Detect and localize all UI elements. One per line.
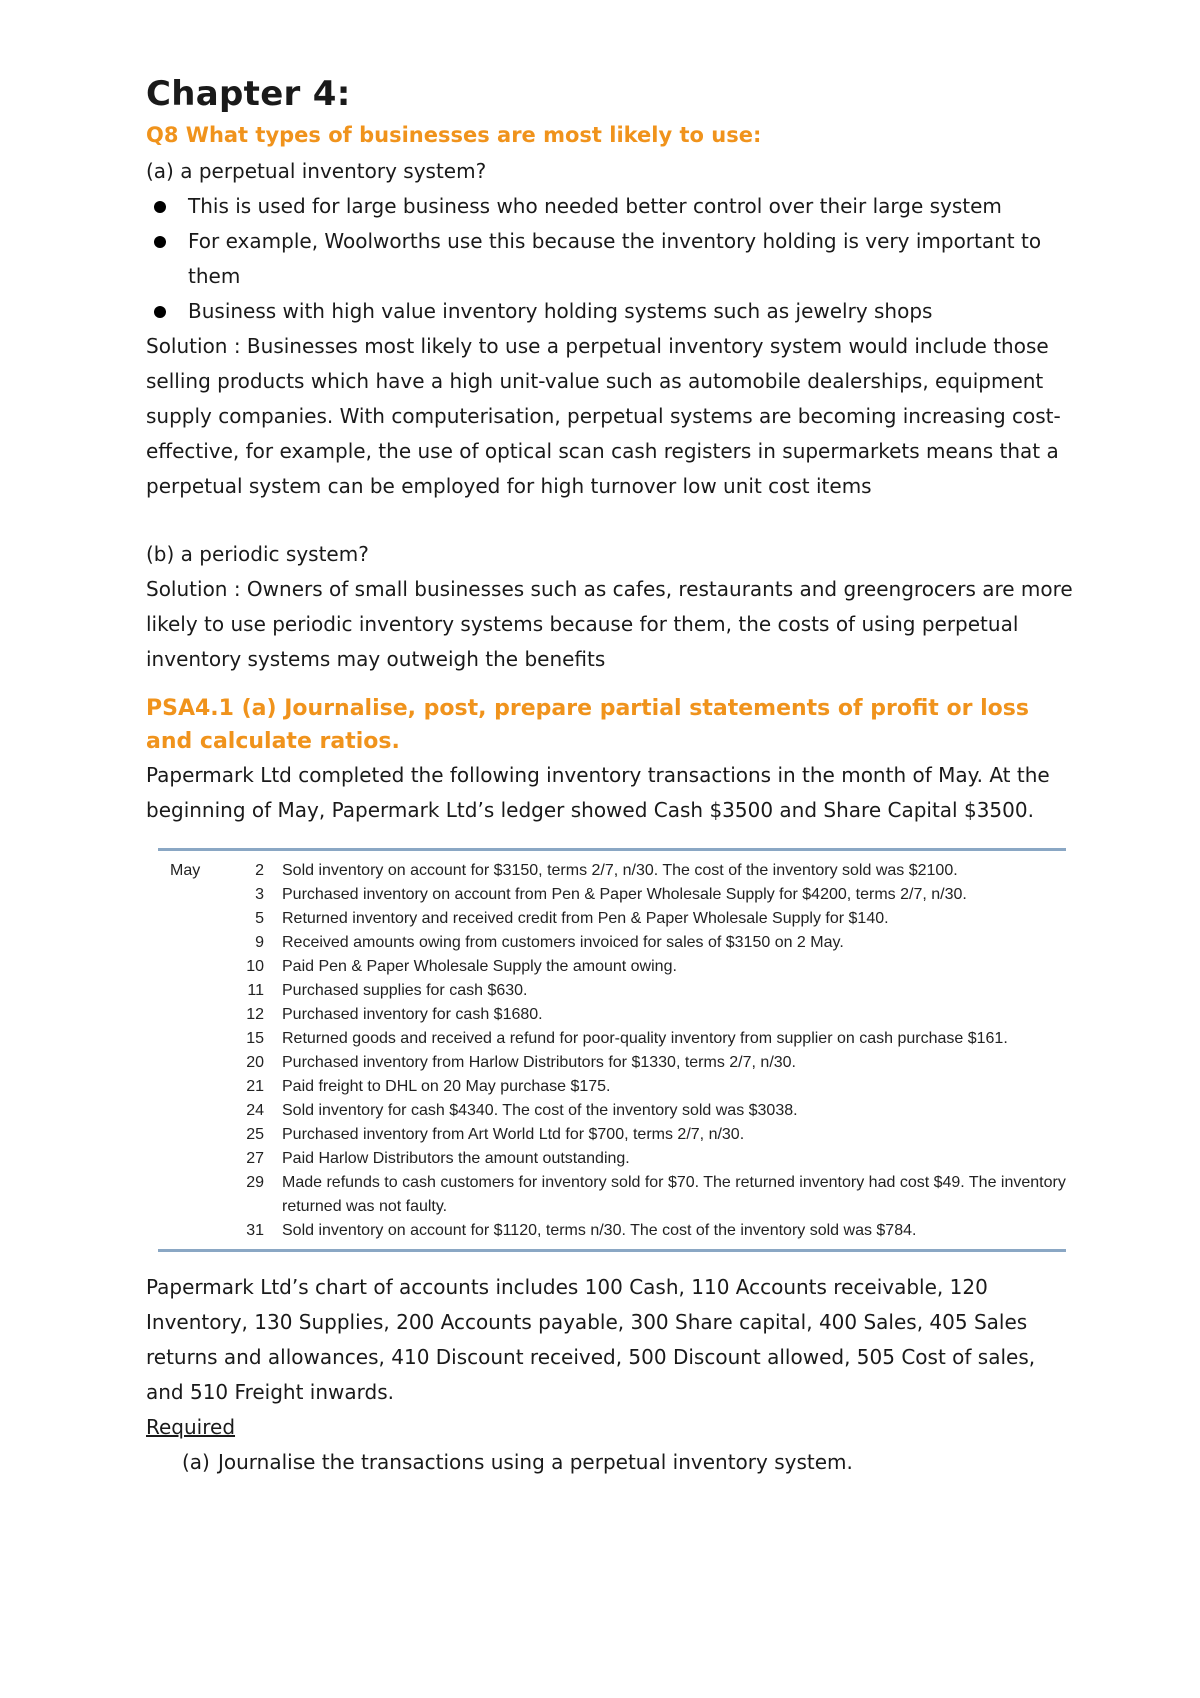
transaction-row bbox=[158, 1003, 1066, 1027]
transaction-month bbox=[158, 1171, 228, 1219]
transaction-month bbox=[158, 1123, 228, 1147]
transaction-text: Purchased inventory on account from Pen & Paper Wholesale Supply for $4200, terms 2/7, n/30. bbox=[282, 886, 967, 903]
transaction-month bbox=[158, 1099, 228, 1123]
psa-intro: Papermark Ltd completed the following inventory transactions in the month of May. At the beginning of May, Papermark Ltd’s ledger showed Cash $3500 and Share Capital $3500. bbox=[146, 763, 1050, 822]
transaction-row bbox=[158, 1027, 1066, 1051]
transaction-month bbox=[158, 955, 228, 979]
transaction-month bbox=[158, 1051, 228, 1075]
transaction-row bbox=[158, 955, 1066, 979]
transaction-row bbox=[158, 1171, 1066, 1219]
transaction-row bbox=[158, 1123, 1066, 1147]
q8-heading: Q8 What types of businesses are most likely to use: bbox=[146, 123, 762, 147]
transaction-row bbox=[158, 1051, 1066, 1075]
required-list bbox=[146, 1445, 1076, 1480]
transaction-month bbox=[158, 931, 228, 955]
transaction-day: 21 bbox=[246, 1078, 264, 1095]
transaction-row bbox=[158, 1075, 1066, 1099]
transaction-day: 15 bbox=[246, 1030, 264, 1047]
transactions-table bbox=[158, 859, 1066, 1243]
transaction-day: 3 bbox=[255, 886, 264, 903]
transaction-day: 29 bbox=[246, 1174, 264, 1191]
transaction-text: Sold inventory on account for $1120, terms n/30. The cost of the inventory sold was $784. bbox=[282, 1222, 917, 1239]
transaction-text: Paid Harlow Distributors the amount outstanding. bbox=[282, 1150, 630, 1167]
transaction-text: Received amounts owing from customers invoiced for sales of $3150 on 2 May. bbox=[282, 934, 844, 951]
transaction-text: Purchased inventory for cash $1680. bbox=[282, 1006, 543, 1023]
transaction-row bbox=[158, 1099, 1066, 1123]
transaction-text: Made refunds to cash customers for inventory sold for $70. The returned inventory had cost $49. The inventory returned was not faulty. bbox=[282, 1174, 1066, 1215]
psa-heading: PSA4.1 (a) Journalise, post, prepare partial statements of profit or loss and calculate ratios. bbox=[146, 696, 1029, 754]
transaction-day: 24 bbox=[246, 1102, 264, 1119]
transaction-text: Purchased supplies for cash $630. bbox=[282, 982, 528, 999]
chart-of-accounts-text: Papermark Ltd’s chart of accounts includes 100 Cash, 110 Accounts receivable, 120 Inventory, 130 Supplies, 200 Accounts payable, 300 Share capital, 400 Sales, 405 Sales returns and allowances, 410 Discount received, 500 Discount allowed, 505 Cost of sales, and 510 Freight inwards. bbox=[146, 1275, 1036, 1404]
transaction-month bbox=[158, 1147, 228, 1171]
q8-part-a-solution: Solution : Businesses most likely to use a perpetual inventory system would include those selling products which have a high unit-value such as automobile dealerships, equipment supply companies. With computerisation, perpetual systems are becoming increasing cost-effective, for example, the use of optical scan cash registers in supermarkets means that a perpetual system can be employed for high turnover low unit cost items bbox=[146, 334, 1061, 498]
transaction-day: 12 bbox=[246, 1006, 264, 1023]
bullet-item: For example, Woolworths use this because the inventory holding is very important to them bbox=[188, 224, 1076, 294]
transaction-text: Paid freight to DHL on 20 May purchase $175. bbox=[282, 1078, 611, 1095]
transaction-day: 5 bbox=[255, 910, 264, 927]
bullet-item: Business with high value inventory holding systems such as jewelry shops bbox=[188, 294, 1076, 329]
transaction-month bbox=[158, 883, 228, 907]
transaction-row bbox=[158, 859, 1066, 883]
transaction-day: 2 bbox=[255, 862, 264, 879]
transaction-text: Purchased inventory from Art World Ltd for $700, terms 2/7, n/30. bbox=[282, 1126, 745, 1143]
required-item-tag: (a) bbox=[182, 1450, 210, 1474]
q8-part-a-label: (a) a perpetual inventory system? bbox=[146, 159, 487, 183]
transaction-text: Purchased inventory from Harlow Distributors for $1330, terms 2/7, n/30. bbox=[282, 1054, 796, 1071]
transaction-month bbox=[158, 1219, 228, 1243]
chapter-title: Chapter 4: bbox=[146, 74, 351, 114]
transaction-month: May bbox=[170, 862, 201, 879]
transaction-month bbox=[158, 979, 228, 1003]
transaction-row bbox=[158, 1147, 1066, 1171]
transaction-text: Paid Pen & Paper Wholesale Supply the amount owing. bbox=[282, 958, 677, 975]
transaction-day: 25 bbox=[246, 1126, 264, 1143]
required-label: Required bbox=[146, 1415, 236, 1439]
document-page bbox=[146, 74, 1076, 1480]
transaction-row bbox=[158, 931, 1066, 955]
q8-part-b-solution: Solution : Owners of small businesses such as cafes, restaurants and greengrocers are more likely to use periodic inventory systems because for them, the costs of using perpetual inventory systems may outweigh the benefits bbox=[146, 577, 1073, 671]
transaction-day: 11 bbox=[247, 982, 264, 999]
transaction-month bbox=[158, 907, 228, 931]
q8-bullet-list bbox=[146, 189, 1076, 329]
transaction-text: Sold inventory for cash $4340. The cost of the inventory sold was $3038. bbox=[282, 1102, 798, 1119]
q8-part-b-label: (b) a periodic system? bbox=[146, 542, 369, 566]
transaction-day: 10 bbox=[246, 958, 264, 975]
transaction-day: 9 bbox=[255, 934, 264, 951]
required-item-text: Journalise the transactions using a perpetual inventory system. bbox=[218, 1450, 853, 1474]
transaction-day: 31 bbox=[246, 1222, 264, 1239]
transaction-text: Returned goods and received a refund for poor-quality inventory from supplier on cash purchase $161. bbox=[282, 1030, 1008, 1047]
transaction-day: 27 bbox=[246, 1150, 264, 1167]
transaction-month bbox=[158, 1075, 228, 1099]
transaction-row bbox=[158, 907, 1066, 931]
bullet-item: This is used for large business who needed better control over their large system bbox=[188, 189, 1076, 224]
required-item bbox=[182, 1445, 1076, 1480]
transaction-month bbox=[158, 1003, 228, 1027]
transaction-text: Sold inventory on account for $3150, terms 2/7, n/30. The cost of the inventory sold was $2100. bbox=[282, 862, 958, 879]
transaction-day: 20 bbox=[246, 1054, 264, 1071]
transaction-row bbox=[158, 979, 1066, 1003]
transaction-month bbox=[158, 1027, 228, 1051]
transaction-row bbox=[158, 883, 1066, 907]
transaction-row bbox=[158, 1219, 1066, 1243]
transactions-image-table bbox=[158, 848, 1066, 1252]
transaction-text: Returned inventory and received credit from Pen & Paper Wholesale Supply for $140. bbox=[282, 910, 889, 927]
